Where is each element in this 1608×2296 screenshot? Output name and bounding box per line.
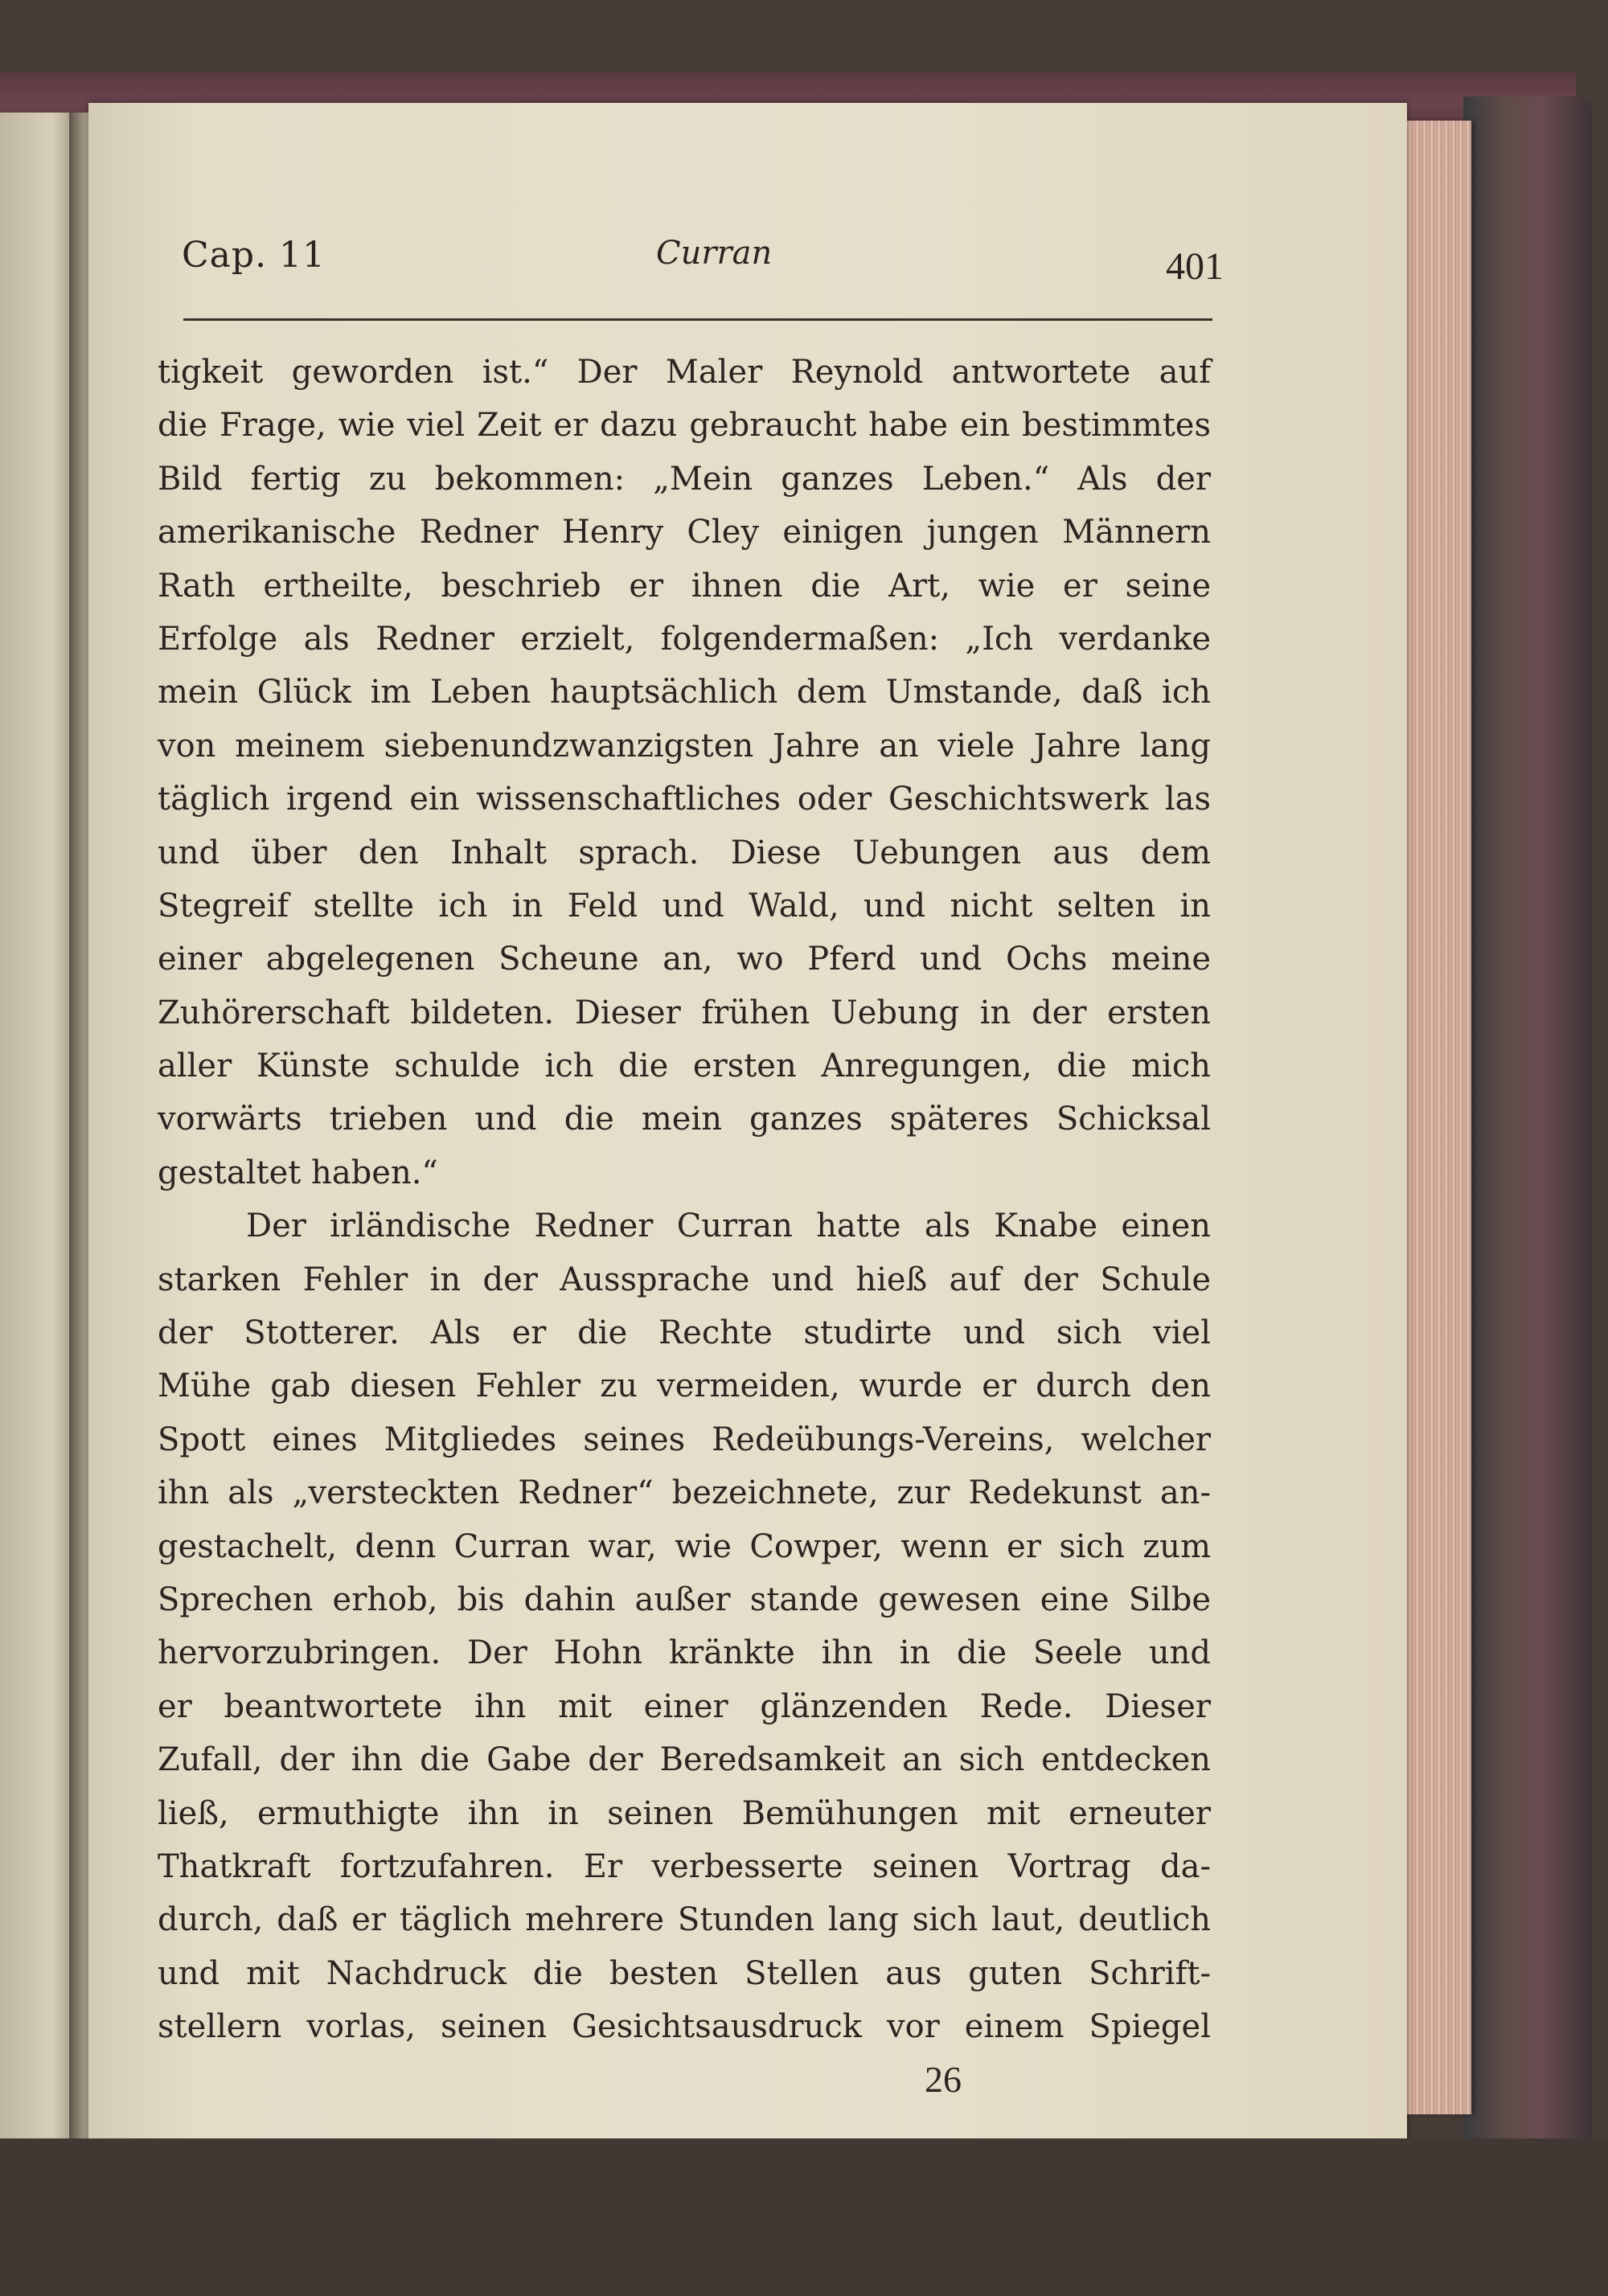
chapter-label: Cap. 11 bbox=[182, 235, 326, 276]
text-line: ließ, ermuthigte ihn in seinen Bemühungen mit erneuter bbox=[158, 1794, 1211, 1832]
text-line: Erfolge als Redner erzielt, folgendermaßen: „Ich verdanke bbox=[158, 620, 1211, 658]
background-surface bbox=[0, 2138, 1608, 2296]
left-page-edge bbox=[0, 113, 74, 2138]
text-line: hervorzubringen. Der Hohn kränkte ihn in die Seele und bbox=[158, 1634, 1211, 1672]
paragraph-first-line: Der irländische Redner Curran hatte als Knabe einen bbox=[246, 1207, 1211, 1245]
text-line: Thatkraft fortzufahren. Er verbesserte seinen Vortrag da- bbox=[158, 1847, 1211, 1885]
text-line: von meinem siebenundzwanzigsten Jahre an viele Jahre lang bbox=[158, 727, 1211, 765]
running-head bbox=[182, 230, 1224, 288]
text-line: mein Glück im Leben hauptsächlich dem Umstande, daß ich bbox=[158, 674, 1211, 711]
text-line: täglich irgend ein wissenschaftliches oder Geschichtswerk las bbox=[158, 781, 1211, 818]
text-line: tigkeit geworden ist.“ Der Maler Reynold antwortete auf bbox=[158, 354, 1211, 391]
text-line: Rath ertheilte, beschrieb er ihnen die Art, wie er seine bbox=[158, 567, 1211, 605]
text-line: Zuhörerschaft bildeten. Dieser frühen Uebung in der ersten bbox=[158, 994, 1211, 1031]
text-line: Bild fertig zu bekommen: „Mein ganzes Leben.“ Als der bbox=[158, 460, 1211, 498]
text-line: einer abgelegenen Scheune an, wo Pferd und Ochs meine bbox=[158, 941, 1211, 978]
text-line: er beantwortete ihn mit einer glänzenden Rede. Dieser bbox=[158, 1687, 1211, 1725]
text-line: starken Fehler in der Aussprache und hieß auf der Schule bbox=[158, 1261, 1211, 1298]
text-line: ihn als „versteckten Redner“ bezeichnete, zur Redekunst an- bbox=[158, 1474, 1211, 1512]
paragraph-end-line: gestaltet haben.“ bbox=[158, 1154, 438, 1191]
running-title: Curran bbox=[656, 235, 773, 272]
signature-mark: 26 bbox=[925, 2059, 962, 2100]
text-line: Mühe gab diesen Fehler zu vermeiden, wurde er durch den bbox=[158, 1367, 1211, 1405]
book-cover-right-edge bbox=[1463, 96, 1592, 2155]
text-line: stellern vorlas, seinen Gesichtsausdruck vor einem Spiegel bbox=[158, 2008, 1211, 2046]
text-line: vorwärts trieben und die mein ganzes späteres Schicksal bbox=[158, 1101, 1211, 1138]
text-line: aller Künste schulde ich die ersten Anregungen, die mich bbox=[158, 1048, 1211, 1085]
page-number: 401 bbox=[1166, 245, 1224, 288]
text-line: Sprechen erhob, bis dahin außer stande gewesen eine Silbe bbox=[158, 1581, 1211, 1618]
text-line: Zufall, der ihn die Gabe der Beredsamkeit an sich entdecken bbox=[158, 1741, 1211, 1779]
body-text bbox=[158, 346, 1211, 2054]
text-line: amerikanische Redner Henry Cley einigen jungen Männern bbox=[158, 514, 1211, 551]
text-line: durch, daß er täglich mehrere Stunden lang sich laut, deutlich bbox=[158, 1901, 1211, 1939]
text-line: und über den Inhalt sprach. Diese Uebungen aus dem bbox=[158, 834, 1211, 871]
text-line: Spott eines Mitgliedes seines Redeübungs-Vereins, welcher bbox=[158, 1421, 1211, 1458]
text-line: gestachelt, denn Curran war, wie Cowper, wenn er sich zum bbox=[158, 1527, 1211, 1565]
text-line: und mit Nachdruck die besten Stellen aus guten Schrift- bbox=[158, 1954, 1211, 1992]
text-line: die Frage, wie viel Zeit er dazu gebraucht habe ein bestimmtes bbox=[158, 407, 1211, 445]
text-line: der Stotterer. Als er die Rechte studirte und sich viel bbox=[158, 1314, 1211, 1352]
header-rule bbox=[183, 318, 1212, 321]
text-line: Stegreif stellte ich in Feld und Wald, und nicht selten in bbox=[158, 887, 1211, 925]
